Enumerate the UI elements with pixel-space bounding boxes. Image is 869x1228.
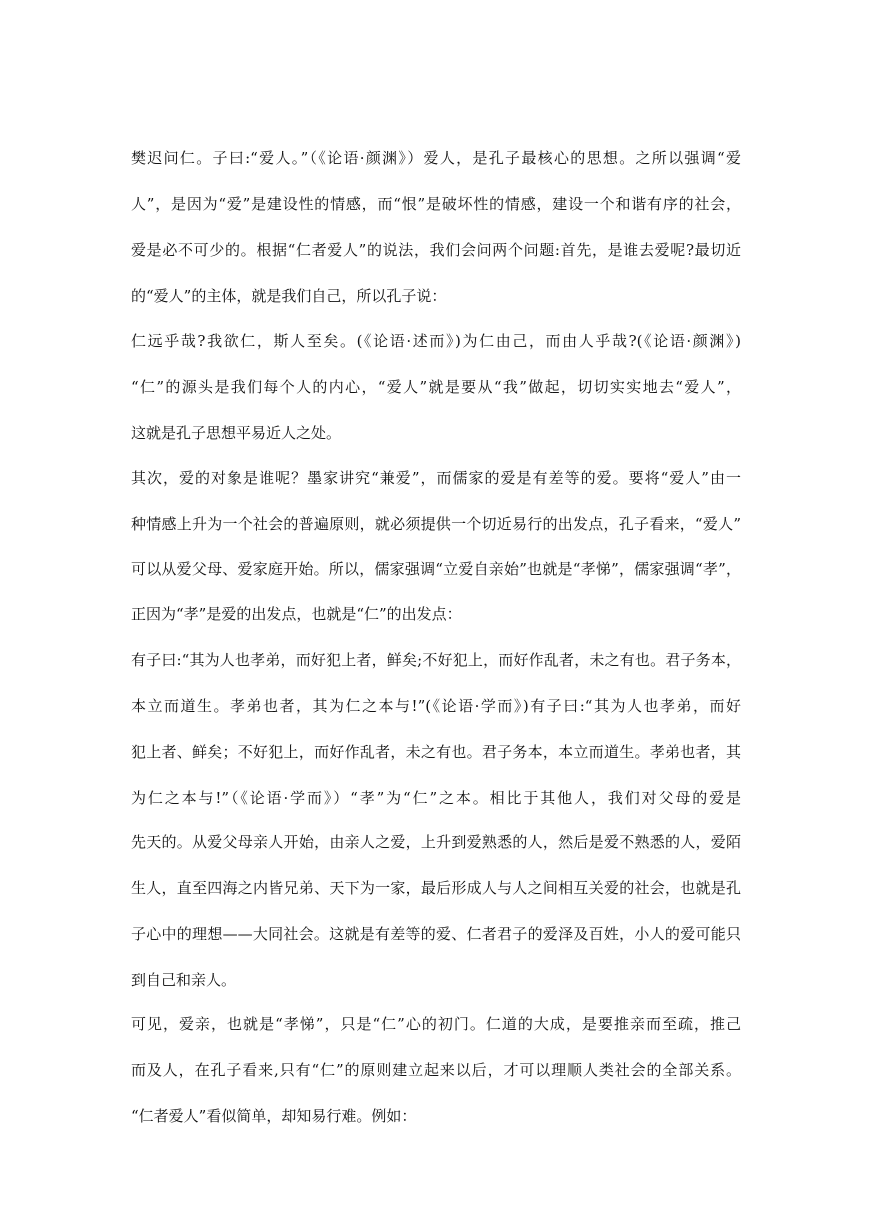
text-line: 先天的。从爱父母亲人开始，由亲人之爱，上升到爱熟悉的人，然后是爱不熟悉的人，爱陌 — [131, 833, 741, 851]
text-line: 有子曰:“其为人也孝弟，而好犯上者，鲜矣;不好犯上，而好作乱者，未之有也。君子务本， — [131, 651, 741, 669]
text-line: 犯上者、鲜矣；不好犯上，而好作乱者，未之有也。君子务本，本立而道生。孝弟也者，其 — [131, 743, 741, 761]
text-line: “仁者爱人”看似简单，却知易行难。例如： — [131, 1107, 417, 1125]
text-line: 正因为“孝”是爱的出发点，也就是“仁”的出发点： — [131, 605, 462, 623]
text-line: 樊迟问仁。子曰:“爱人。”（《论语·颜渊》）爱人，是孔子最核心的思想。之所以强调“爱 — [131, 149, 741, 167]
text-line: 爱是必不可少的。根据“仁者爱人”的说法，我们会问两个问题:首先，是谁去爱呢?最切近 — [131, 241, 741, 259]
text-line: 生人，直至四海之内皆兄弟、天下为一家，最后形成人与人之间相互关爱的社会，也就是孔 — [131, 879, 741, 897]
text-line: “仁”的源头是我们每个人的内心，“爱人”就是要从“我”做起，切切实实地去“爱人”， — [131, 378, 741, 396]
text-line: 可见，爱亲，也就是“孝悌”，只是“仁”心的初门。仁道的大成，是要推亲而至疏，推己 — [131, 1015, 741, 1033]
text-line: 种情感上升为一个社会的普遍原则，就必须提供一个切近易行的出发点，孔子看来，“爱人” — [131, 515, 741, 533]
text-line: 子心中的理想——大同社会。这就是有差等的爱、仁者君子的爱泽及百姓，小人的爱可能只 — [131, 925, 741, 943]
text-line: 这就是孔子思想平易近人之处。 — [131, 424, 342, 442]
text-line: 其次，爱的对象是谁呢？墨家讲究“兼爱”，而儒家的爱是有差等的爱。要将“爱人”由一 — [131, 469, 741, 487]
text-line: 可以从爱父母、爱家庭开始。所以，儒家强调“立爱自亲始”也就是“孝悌”，儒家强调“孝”， — [131, 560, 741, 578]
text-line: 本立而道生。孝弟也者，其为仁之本与!”(《论语·学而》)有子曰:“其为人也孝弟，而好 — [131, 697, 741, 715]
text-line: 为仁之本与!”（《论语·学而》）“孝”为“仁”之本。相比于其他人，我们对父母的爱是 — [131, 789, 741, 807]
text-line: 的“爱人”的主体，就是我们自己，所以孔子说： — [131, 287, 447, 305]
text-line: 仁远乎哉?我欲仁，斯人至矣。(《论语·述而》)为仁由己，而由人乎哉?(《论语·颜渊》) — [131, 332, 741, 350]
text-line: 人”，是因为“爱”是建设性的情感，而“恨”是破坏性的情感，建设一个和谐有序的社会， — [131, 195, 741, 213]
text-line: 而及人，在孔子看来,只有“仁”的原则建立起来以后，才可以理顺人类社会的全部关系。 — [131, 1061, 741, 1079]
text-line: 到自己和亲人。 — [131, 971, 237, 989]
